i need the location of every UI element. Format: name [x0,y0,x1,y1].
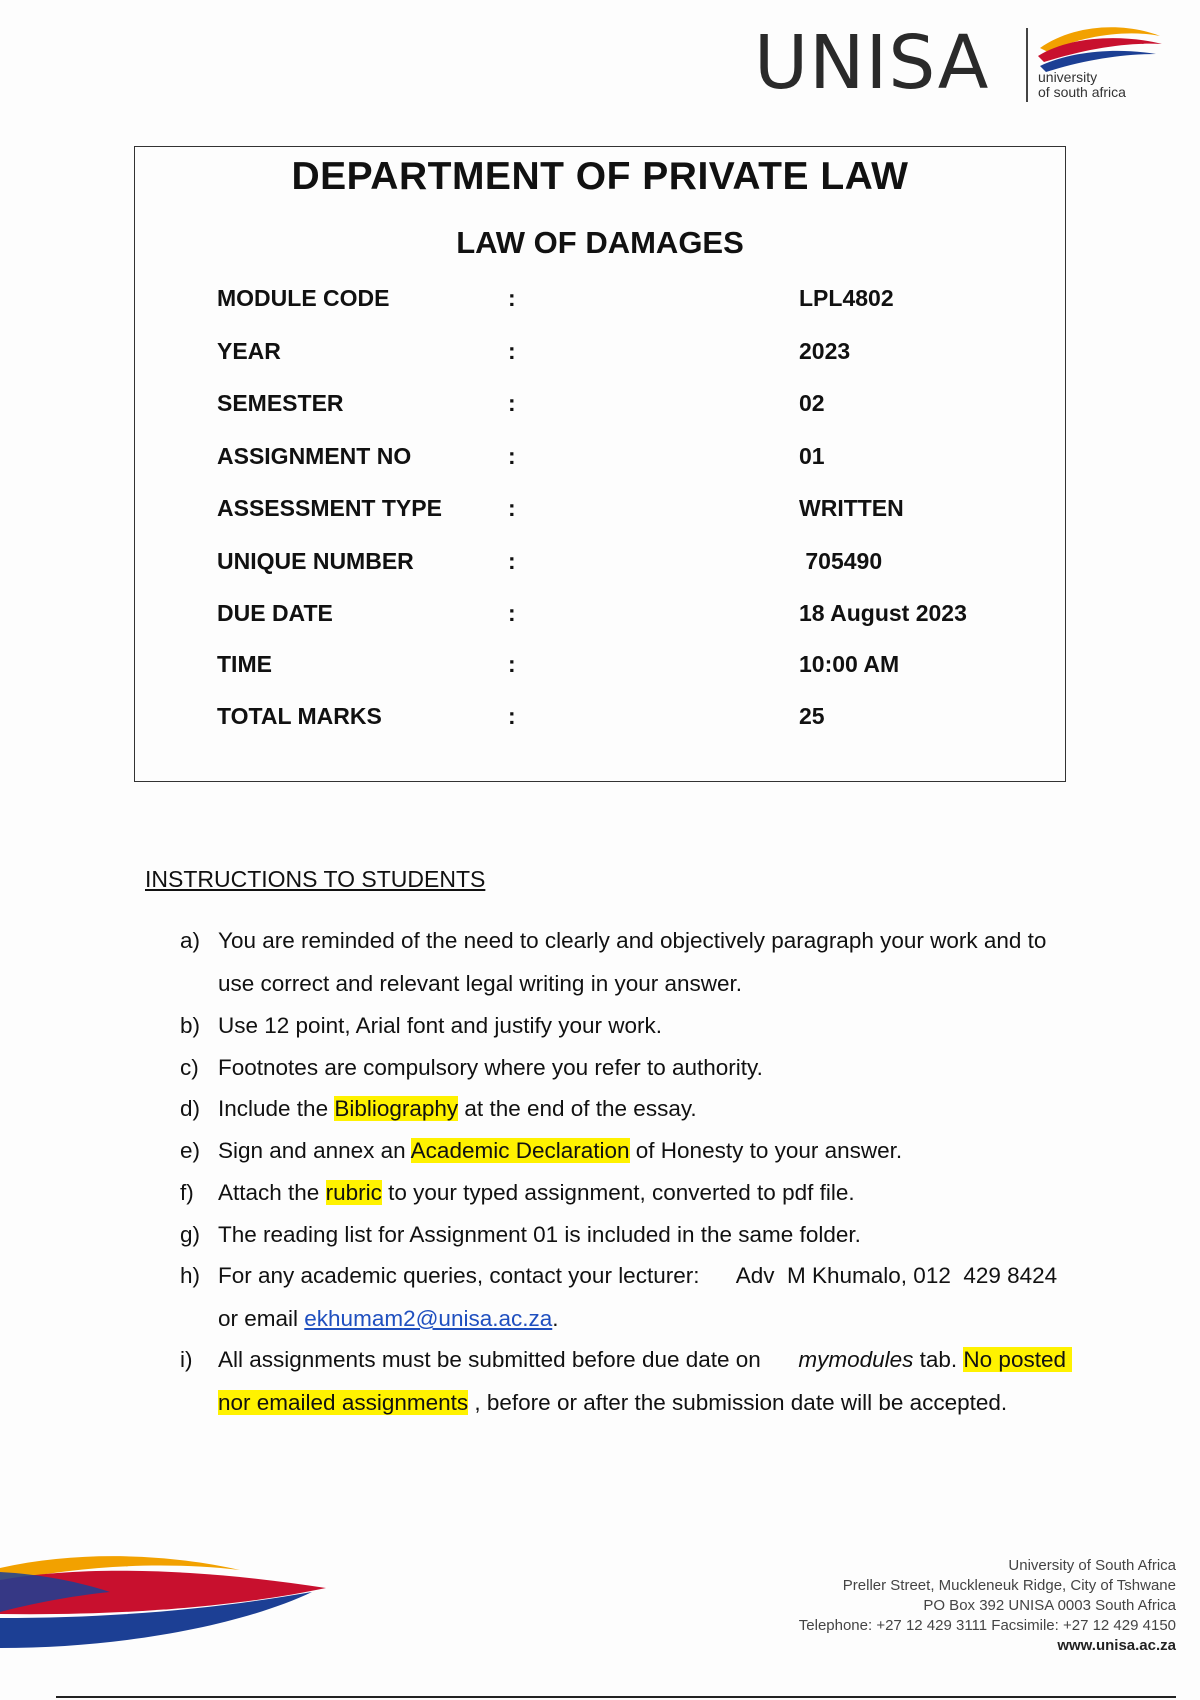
highlight-no-posted: No posted nor emailed assignments [218,1347,1073,1415]
field-colon: : [508,443,516,469]
logo-divider [1026,28,1028,102]
instruction-label: h) [180,1263,201,1288]
instruction-text: Use 12 point, Arial font and justify your work. [218,1013,662,1038]
field-label: ASSESSMENT TYPE [217,495,442,521]
field-colon: : [508,703,516,729]
instruction-label: a) [180,928,201,953]
instruction-text-part: . [552,1306,559,1331]
highlight-rubric: rubric [325,1180,382,1205]
footer-line: Preller Street, Muckleneuk Ridge, City of Tshwane [842,1577,1176,1594]
highlight-academic-declaration: Academic Declaration [410,1138,630,1163]
footer-swoosh-icon [0,1552,330,1662]
field-value: 02 [799,390,825,416]
field-value: 25 [799,703,825,729]
footer-divider [56,1696,1176,1698]
instruction-text-part: Sign and annex an [218,1138,411,1163]
footer-website[interactable]: www.unisa.ac.za [1057,1637,1176,1654]
instruction-text-part: at the end of the essay. [458,1096,697,1121]
logo-tagline-line2: of south africa [1038,84,1126,100]
instruction-text: The reading list for Assignment 01 is included in the same folder. [218,1222,861,1247]
field-colon: : [508,338,516,364]
instruction-text [218,1338,1073,1424]
instructions-heading: INSTRUCTIONS TO STUDENTS [145,866,486,892]
instruction-text [218,1254,1068,1340]
department-title: DEPARTMENT OF PRIVATE LAW [291,155,909,198]
assignment-info-box [134,146,1066,782]
footer-address [799,1556,1176,1656]
field-label: TOTAL MARKS [217,703,382,729]
instruction-label: g) [180,1222,201,1247]
field-colon: : [508,495,516,521]
field-value: LPL4802 [799,285,894,311]
field-colon: : [508,390,516,416]
field-row-assessment-type [135,495,1065,525]
instruction-label: c) [180,1055,199,1080]
instruction-text [218,1171,1068,1214]
field-value: 18 August 2023 [799,600,967,626]
field-row-year [135,338,1065,368]
unisa-logo [754,22,1174,112]
instruction-text: Footnotes are compulsory where you refer to authority. [218,1055,763,1080]
field-value: WRITTEN [799,495,904,521]
logo-tagline [1038,70,1126,100]
instruction-text-part: , before or after the submission date will be accepted. [468,1390,1008,1415]
instruction-label: b) [180,1013,201,1038]
field-row-module-code [135,285,1065,315]
instruction-text: You are reminded of the need to clearly and objectively paragraph your work and to use correct and relevant legal writing in your answer. [218,928,1047,996]
instruction-text [218,1087,1068,1130]
instruction-text [218,1129,1068,1172]
field-value: 2023 [799,338,851,364]
field-row-time [135,651,1065,681]
field-colon: : [508,548,516,574]
field-colon: : [508,285,516,311]
field-label: YEAR [217,338,281,364]
lecturer-email-link[interactable]: ekhumam2@unisa.ac.za [304,1306,553,1331]
highlight-bibliography: Bibliography [334,1096,459,1121]
mymodules-term: mymodules [798,1347,914,1372]
instruction-text-part: of Honesty to your answer. [629,1138,903,1163]
logo-tagline-line1: university [1038,69,1098,85]
field-row-total-marks [135,703,1065,733]
field-label: ASSIGNMENT NO [217,443,412,469]
module-name: LAW OF DAMAGES [456,225,744,260]
field-value: 10:00 AM [799,651,900,677]
field-label: TIME [217,651,272,677]
instruction-text-part: tab. [913,1347,964,1372]
instruction-text-part: All assignments must be submitted before due date on [218,1347,799,1372]
instruction-text-part: Attach the [218,1180,326,1205]
field-label: DUE DATE [217,600,333,626]
instruction-label: i) [180,1347,193,1372]
footer-line: Telephone: +27 12 429 3111 Facsimile: +27 12 429 4150 [798,1617,1176,1634]
logo-wordmark: UNISA [754,20,990,106]
field-label: MODULE CODE [217,285,390,311]
field-row-due-date [135,600,1065,630]
field-label: SEMESTER [217,390,344,416]
instruction-text-part: Include the [218,1096,335,1121]
instruction-text-part: For any academic queries, contact your lecturer: Adv M Khumalo, 012 429 8424 or email [218,1263,1064,1331]
field-row-assignment-no [135,443,1065,473]
field-row-semester [135,390,1065,420]
footer-line: PO Box 392 UNISA 0003 South Africa [923,1597,1176,1614]
footer-line: University of South Africa [1008,1557,1176,1574]
field-colon: : [508,600,516,626]
field-label: UNIQUE NUMBER [217,548,414,574]
instruction-label: d) [180,1096,201,1121]
instruction-text-part: to your typed assignment, converted to pdf file. [381,1180,855,1205]
field-value: 01 [799,443,825,469]
field-value: 705490 [799,548,883,574]
instruction-label: e) [180,1138,201,1163]
field-row-unique-number [135,548,1065,578]
instruction-label: f) [180,1180,194,1205]
field-colon: : [508,651,516,677]
